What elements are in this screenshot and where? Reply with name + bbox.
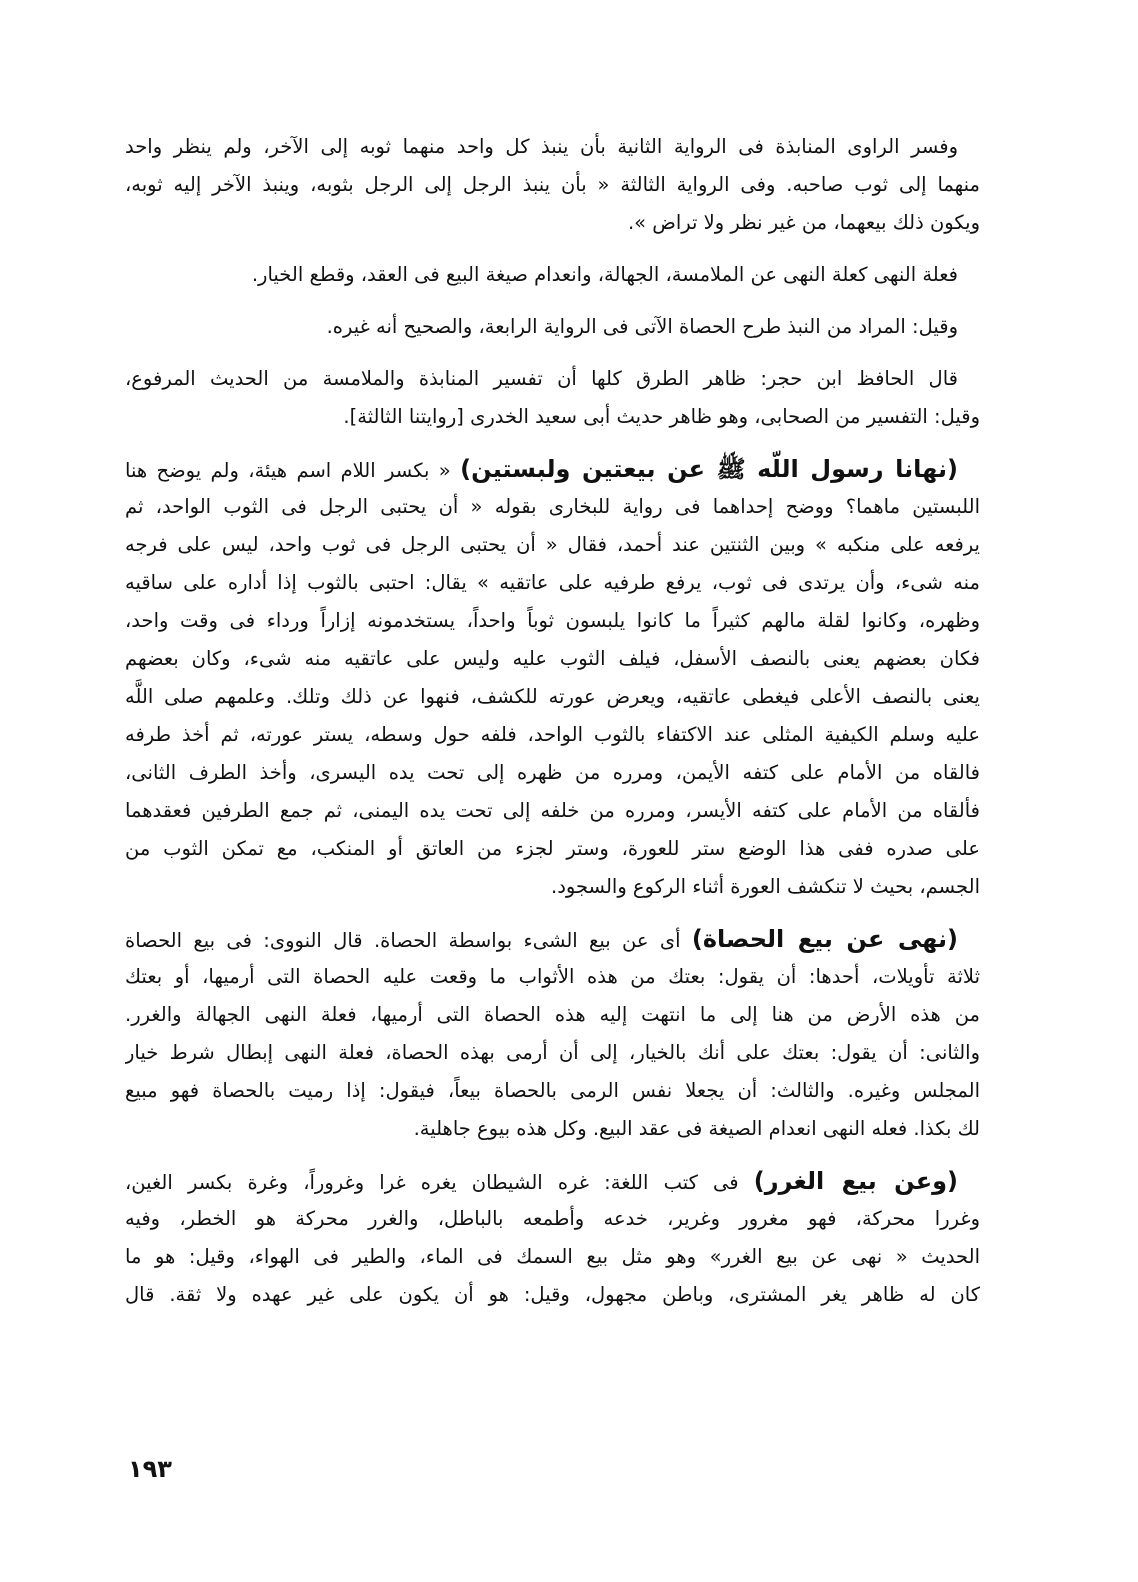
text-line: والثانى: أن يقول: بعتك على أنك بالخيار، إلى أن أرمى بهذه الحصاة، فعلة النهى إبطال شرط خيار — [125, 1041, 980, 1064]
text-line: من هذه الأرض من هنا إلى ما انتهت إليه هذه الحصاة التى أرميها، فعلة النهى الجهالة والغرر. — [125, 1003, 980, 1026]
section-heading: (وعن بيع الغرر) — [753, 1167, 958, 1195]
text-line: ثلاثة تأويلات، أحدها: أن يقول: بعتك من هذه الأثواب ما وقعت عليه الحصاة التى أرميها، أو بعتك — [125, 965, 980, 988]
text-line: لك بكذا. فعله النهى انعدام الصيغة فى عقد البيع. وكل هذه بيوع جاهلية. — [413, 1117, 980, 1140]
text-line: قال الحافظ ابن حجر: ظاهر الطرق كلها أن تفسير المنابذة والملامسة من الحديث المرفوع، — [125, 367, 958, 390]
text-line: المجلس وغيره. والثالث: أن يجعلا نفس الرمى بالحصاة بيعاً، فيقول: إذا رميت بالحصاة فهو مبيع — [125, 1079, 980, 1102]
paragraph-nabdh-meaning — [125, 308, 980, 346]
section-heading: (نهانا رسول اللَّه ﷺ عن بيعتين ولبستين) — [460, 455, 959, 483]
text-line: يرفعه على منكبه » وبين الثنتين عند أحمد، فقال « أن يحتبى الرجل فى ثوب واحد، ليس على فرجه — [125, 533, 980, 556]
text-line: منه شىء، وأن يرتدى فى ثوب، يرفع طرفيه على عاتقيه » يقال: احتبى بالثوب إذا أداره على ساقيه — [125, 571, 980, 594]
text-line: كان له ظاهر يغر المشترى، وباطن مجهول، وقيل: هو أن يكون على غير عهده ولا ثقة. قال — [125, 1283, 980, 1306]
paragraph-munabadha-explanation — [125, 128, 980, 242]
text-line: عليه وسلم الكيفية المثلى عند الاكتفاء بالثوب الواحد، فلفه حول وسطه، يستر عورته، ثم أخذ طرفه — [125, 723, 980, 746]
paragraph-ibn-hajar — [125, 360, 980, 436]
text-line: يعنى بالنصف الأعلى فيغطى عاتقيه، ويعرض عورته للكشف، فنهوا عن ذلك وتلك. وعلمهم صلى اللَّه — [125, 685, 980, 708]
text-line: (نهانا رسول اللَّه ﷺ عن بيعتين ولبستين) « بكسر اللام اسم هيئة، ولم يوضح هنا — [125, 455, 959, 483]
book-page-body — [125, 128, 980, 1314]
text-line: وقيل: التفسير من الصحابى، وهو ظاهر حديث أبى سعيد الخدرى [روايتنا الثالثة]. — [343, 405, 980, 428]
text-line: الحديث « نهى عن بيع الغرر» وهو مثل بيع السمك فى الماء، والطير فى الهواء، وقيل: هو ما — [125, 1245, 980, 1268]
paragraph-gharar-sale — [125, 1162, 980, 1314]
paragraph-two-sales-two-garments — [125, 450, 980, 906]
paragraph-reason-prohibition — [125, 256, 980, 294]
text-line: وقيل: المراد من النبذ طرح الحصاة الآتى فى الرواية الرابعة، والصحيح أنه غيره. — [326, 315, 958, 338]
text-line: الجسم، بحيث لا تنكشف العورة أثناء الركوع والسجود. — [551, 875, 980, 898]
text-line: فالقاه من الأمام على كتفه الأيمن، ومرره من ظهره إلى تحت يده اليسرى، وأخذ الطرف الثانى، — [125, 761, 980, 784]
text-line: ويكون ذلك بيعهما، من غير نظر ولا تراض ». — [627, 211, 980, 234]
text-line: (نهى عن بيع الحصاة) أى عن بيع الشىء بواسطة الحصاة. قال النووى: فى بيع الحصاة — [125, 925, 958, 953]
text-line: وغررا محركة، فهو مغرور وغرير، خدعه وأطمعه بالباطل، والغرر محركة هو الخطر، وفيه — [125, 1207, 980, 1230]
text-line: فعلة النهى كعلة النهى عن الملامسة، الجهالة، وانعدام صيغة البيع فى العقد، وقطع الخيار. — [251, 263, 958, 286]
text-line: فألقاه من الأمام على كتفه الأيسر، ومرره من خلفه إلى تحت يده اليمنى، ثم جمع الطرفين فعقدهما — [125, 799, 980, 822]
text-line: وفسر الراوى المنابذة فى الرواية الثانية بأن ينبذ كل واحد منهما ثوبه إلى الآخر، ولم ينظر واحد — [125, 135, 958, 158]
text-line: على صدره ففى هذا الوضع ستر للعورة، وستر لجزء من العاتق أو المنكب، مع تمكن الثوب من — [125, 837, 980, 860]
text-line: منهما إلى ثوب صاحبه. وفى الرواية الثالثة « بأن ينبذ الرجل إلى الرجل بثوبه، وينبذ الآخر إليه ثوبه، — [125, 173, 980, 196]
text-line: (وعن بيع الغرر) فى كتب اللغة: غره الشيطان يغره غرا وغروراً، وغرة بكسر الغين، — [125, 1167, 958, 1195]
section-heading: (نهى عن بيع الحصاة) — [691, 925, 958, 953]
page-number: ١٩٣ — [128, 1455, 172, 1483]
text-line: اللبستين ماهما؟ ووضح إحداهما فى رواية للبخارى بقوله « أن يحتبى الرجل فى الثوب الواحد، ثم — [125, 495, 980, 518]
text-line: وظهره، وكانوا لقلة مالهم كثيراً ما كانوا يلبسون ثوباً واحداً، يستخدمونه إزاراً ورداء فى وقت واحد، — [125, 609, 980, 632]
text-line: فكان بعضهم يعنى بالنصف الأسفل، فيلف الثوب عليه وليس على عاتقيه منه شىء، وكان بعضهم — [125, 647, 980, 670]
paragraph-pebble-sale — [125, 920, 980, 1148]
